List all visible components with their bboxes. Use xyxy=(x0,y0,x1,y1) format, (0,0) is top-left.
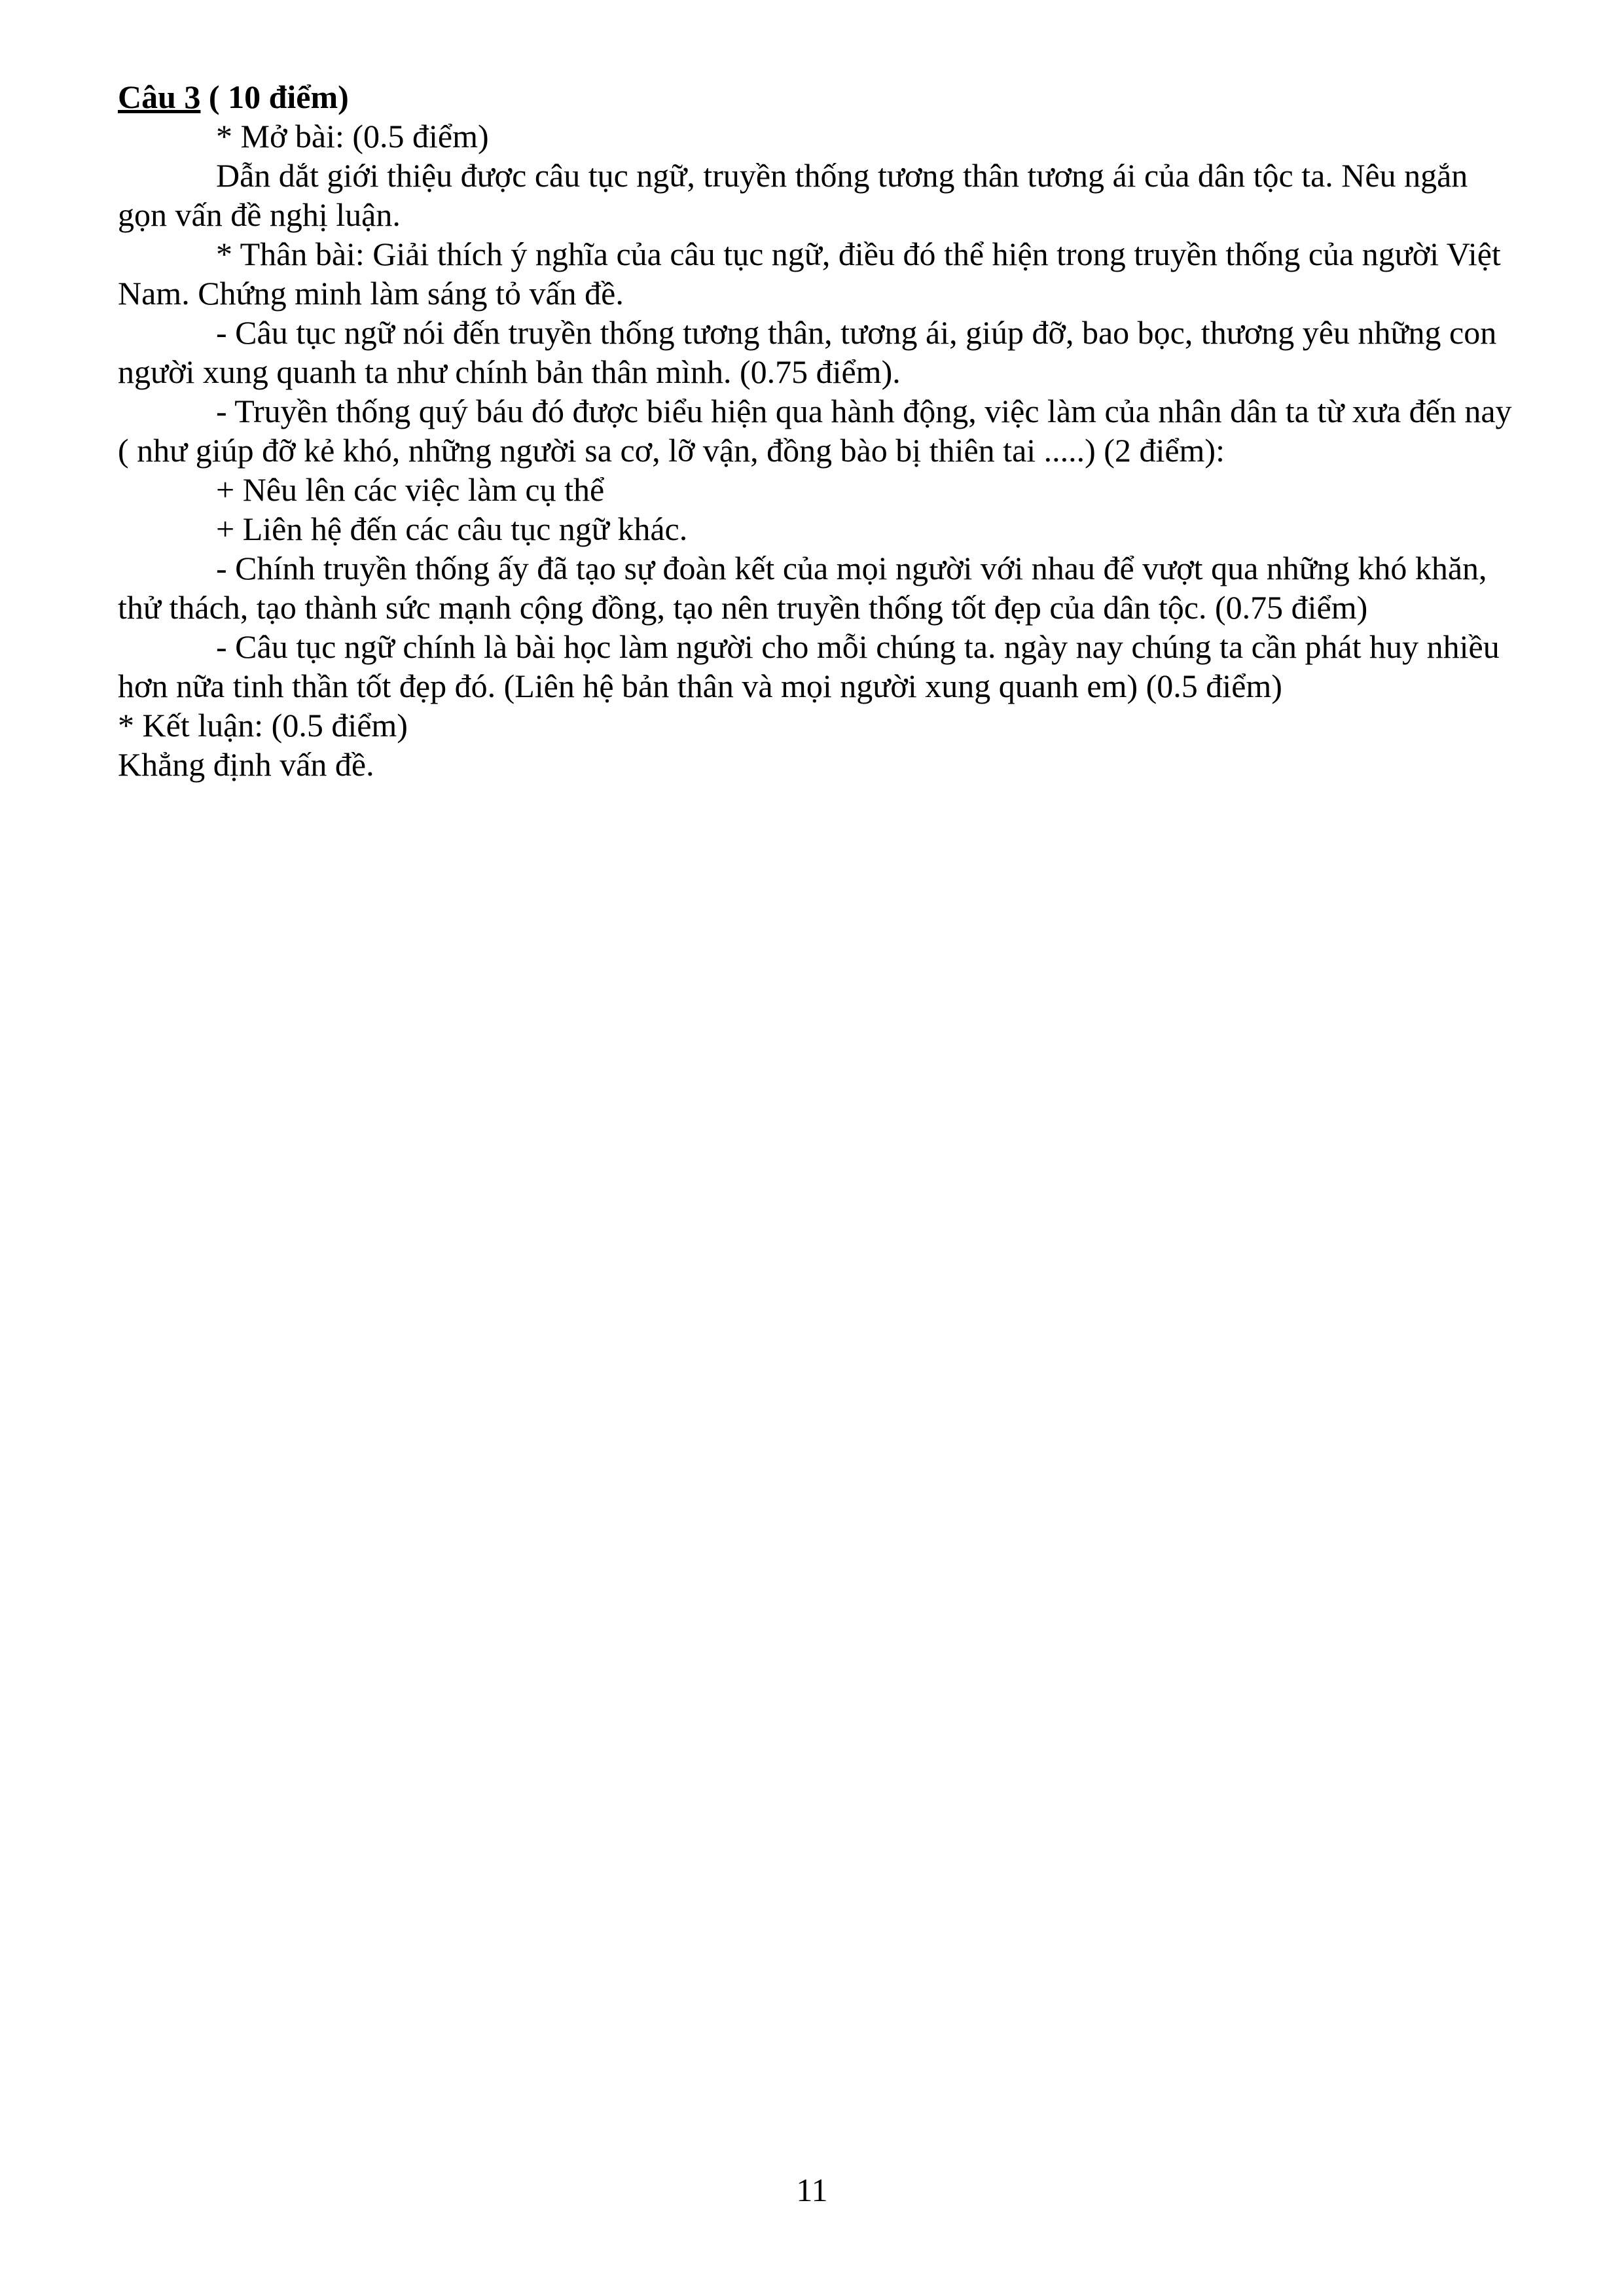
page-number: 11 xyxy=(796,2172,828,2208)
body-point-4: - Câu tục ngữ chính là bài học làm người cho mỗi chúng ta. ngày nay chúng ta cần phát huy nhiều hơn nữa tinh thần tốt đẹp đó. (Liên hệ bản thân và mọi người xung quanh em) (0.5 điểm) xyxy=(118,628,1500,704)
body-point-2: - Truyền thống quý báu đó được biểu hiện qua hành động, việc làm của nhân dân ta từ xưa đến nay ( như giúp đỡ kẻ khó, những người sa cơ, lỡ vận, đồng bào bị thiên tai .....) (2 điểm): xyxy=(118,393,1512,469)
body-subpoint-2: + Liên hệ đến các câu tục ngữ khác. xyxy=(216,511,688,547)
question-score: ( 10 điểm) xyxy=(200,79,349,115)
conclusion-content: Khẳng định vấn đề. xyxy=(118,746,374,783)
intro-content: Dẫn dắt giới thiệu được câu tục ngữ, truyền thống tương thân tương ái của dân tộc ta. Nêu ngắn gọn vấn đề nghị luận. xyxy=(118,157,1468,233)
document-page xyxy=(118,77,1519,784)
body-heading: * Thân bài: Giải thích ý nghĩa của câu tục ngữ, điều đó thể hiện trong truyền thống của người Việt Nam. Chứng minh làm sáng tỏ vấn đề. xyxy=(118,236,1501,312)
conclusion-heading: * Kết luận: (0.5 điểm) xyxy=(118,707,408,744)
question-heading xyxy=(118,77,1519,117)
body-subpoint-1: + Nêu lên các việc làm cụ thể xyxy=(216,471,605,508)
body-point-3: - Chính truyền thống ấy đã tạo sự đoàn kết của mọi người với nhau để vượt qua những khó khăn, thử thách, tạo thành sức mạnh cộng đồng, tạo nên truyền thống tốt đẹp của dân tộc. (0.75 điểm) xyxy=(118,550,1487,626)
question-title: Câu 3 xyxy=(118,79,201,115)
body-point-1: - Câu tục ngữ nói đến truyền thống tương thân, tương ái, giúp đỡ, bao bọc, thương yêu những con người xung quanh ta như chính bản thân mình. (0.75 điểm). xyxy=(118,314,1497,390)
intro-heading: * Mở bài: (0.5 điểm) xyxy=(216,118,489,154)
